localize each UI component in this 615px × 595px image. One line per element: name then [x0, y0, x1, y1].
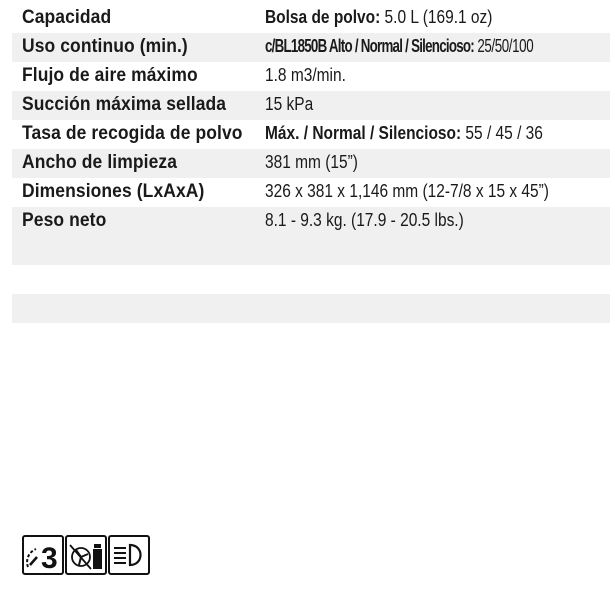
spec-value: Máx. / Normal / Silencioso: 55 / 45 / 36 — [265, 123, 543, 143]
speed-3-icon — [22, 535, 64, 575]
spec-label: Dimensiones (LxAxA) — [22, 181, 205, 202]
spec-value: c/BL1850B Alto / Normal / Silencioso: 25/50/100 — [265, 36, 534, 56]
spacer — [12, 265, 610, 294]
spec-row-uso-continuo — [12, 33, 610, 62]
spec-row-capacidad — [12, 4, 610, 33]
spec-label: Flujo de aire máximo — [22, 65, 198, 86]
spec-label: Succión máxima sellada — [22, 94, 227, 115]
spec-label: Ancho de limpieza — [22, 152, 178, 173]
spec-value: 15 kPa — [265, 94, 314, 114]
feature-icons — [22, 535, 151, 575]
spec-row-dimensiones — [12, 178, 610, 207]
battery-fan-icon — [65, 535, 107, 575]
spec-label: Uso continuo (min.) — [22, 36, 188, 57]
spec-value: 381 mm (15”) — [265, 152, 358, 172]
spec-value: 326 x 381 x 1,146 mm (12-7/8 x 15 x 45”) — [265, 181, 549, 201]
spec-row-flujo-aire — [12, 62, 610, 91]
spec-value: Bolsa de polvo: 5.0 L (169.1 oz) — [265, 7, 493, 27]
spec-row-peso — [12, 207, 610, 236]
spec-row-empty — [12, 294, 610, 323]
spec-row-succion — [12, 91, 610, 120]
spec-row-tasa-recogida — [12, 120, 610, 149]
spec-label: Peso neto — [22, 210, 107, 231]
svg-text:3: 3 — [41, 542, 58, 573]
spec-row-ancho — [12, 149, 610, 178]
headlight-icon — [108, 535, 150, 575]
spec-table — [12, 4, 610, 323]
spec-label: Tasa de recogida de polvo — [22, 123, 243, 144]
spec-value: 8.1 - 9.3 kg. (17.9 - 20.5 lbs.) — [265, 210, 464, 230]
spec-label: Capacidad — [22, 7, 112, 28]
spec-row-empty — [12, 236, 610, 265]
spec-value: 1.8 m3/min. — [265, 65, 346, 85]
